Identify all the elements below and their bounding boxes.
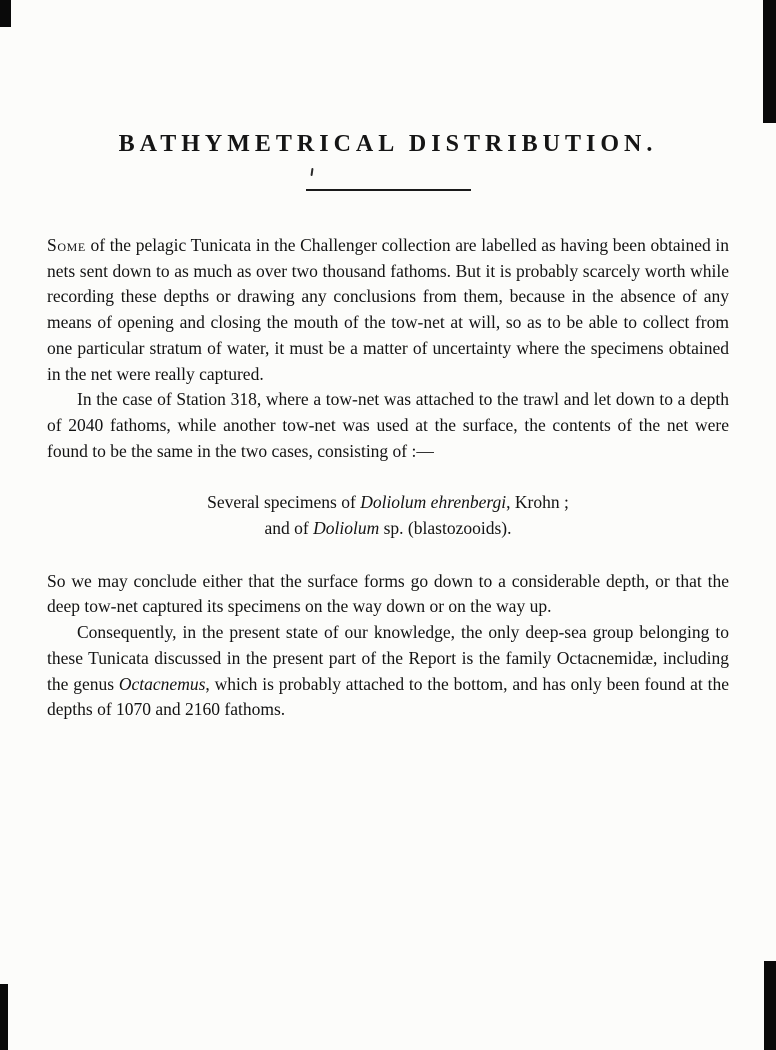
paragraph-1-text: of the pelagic Tunicata in the Challenger collection are labelled as having been obtained in nets sent down to as much as over two thousand fathoms. But it is probably scarcely worth while recording these depths or drawing any conclusions from them, because in the absence of any means of opening and closing the mouth of the tow-net at will, so as to be able to collect from one particular stratum of water, it must be a matter of uncertainty where the specimens obtained in the net were really captured. <box>47 235 729 384</box>
species-name-doliolum: Doliolum <box>313 518 380 539</box>
quote-line1-pre: Several specimens of <box>207 492 361 513</box>
scan-artifact-top-left <box>0 0 11 27</box>
paragraph-4-pre: Consequently, in the present state of our knowledge, the only deep-sea group belonging to these Tunicata discussed in the present part of the Report is the family Octacnemidæ, including the genus <box>47 622 729 694</box>
scan-artifact-top-right <box>763 0 776 123</box>
quote-line2-post: sp. (blastozooids). <box>379 518 512 539</box>
paragraph-4 <box>47 620 729 723</box>
lead-word: Some <box>47 235 86 255</box>
page-body <box>47 233 729 723</box>
specimen-note-line-2 <box>47 516 729 542</box>
genus-name-octacnemus: Octacnemus <box>118 673 206 694</box>
specimen-note-line-1 <box>47 490 729 516</box>
page-title: BATHYMETRICAL DISTRIBUTION. <box>118 131 658 157</box>
paragraph-1 <box>47 233 729 387</box>
quote-line2-pre: and of <box>264 518 314 539</box>
title-divider <box>306 189 471 191</box>
scan-artifact-bottom-right <box>764 961 776 1050</box>
quote-line1-post: , Krohn ; <box>506 492 569 513</box>
scan-speck <box>310 168 313 176</box>
paragraph-4-post: , which is probably attached to the bottom, and has only been found at the depths of 1070 and 2160 fathoms. <box>47 673 729 720</box>
paragraph-3: So we may conclude either that the surface forms go down to a considerable depth, or that the deep tow-net captured its specimens on the way down or on the way up. <box>47 570 729 617</box>
paragraph-2: In the case of Station 318, where a tow-net was attached to the trawl and let down to a depth of 2040 fathoms, while another tow-net was used at the surface, the contents of the net were found to be the same in the two cases, consisting of :— <box>47 389 729 461</box>
specimen-note <box>47 490 729 541</box>
species-name-doliolum-ehrenbergi: Doliolum ehrenbergi <box>360 492 507 513</box>
scan-artifact-bottom-left <box>0 984 8 1050</box>
